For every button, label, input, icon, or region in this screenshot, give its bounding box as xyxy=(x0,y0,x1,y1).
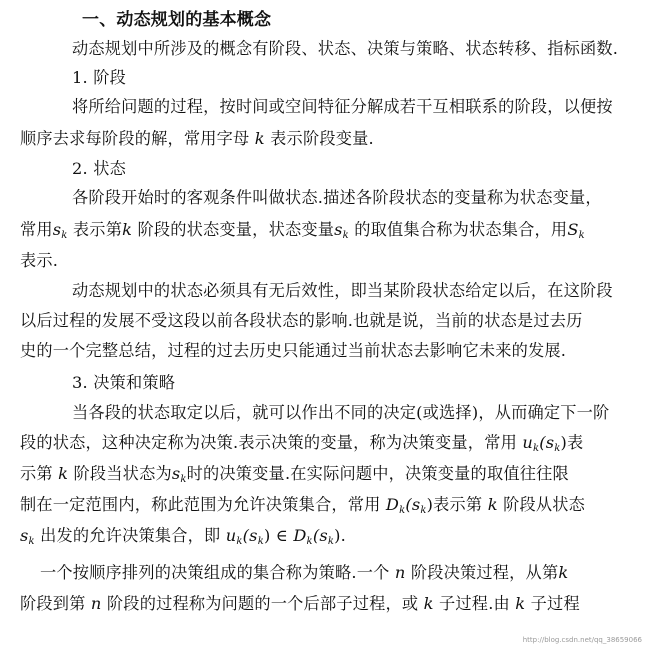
stage-line-1: 将所给问题的过程，按时间或空间特征分解成若干互相联系的阶段，以便按 xyxy=(72,97,613,116)
state-paragraph-2-line-3: 史的一个完整总结，过程的过去历史只能通过当前状态去影响它未来的发展. xyxy=(20,341,567,360)
state-line-2: 常用$s_k$ 表示第k 阶段的状态变量，状态变量$s_k$ 的取值集合称为状态集合，用$S_k$ xyxy=(20,220,585,241)
state-line-3: 表示. xyxy=(20,251,59,270)
strategy-line-2: 阶段到第 n 阶段的过程称为问题的一个后部子过程，或 k 子过程.由 k 子过程 xyxy=(20,594,580,613)
decision-line-1: 当各段的状态取定以后，就可以作出不同的决定(或选择)，从而确定下一阶 xyxy=(72,403,610,422)
state-paragraph-2-line-1: 动态规划中的状态必须具有无后效性，即当某阶段状态给定以后，在这阶段 xyxy=(72,281,613,300)
strategy-line-1: 一个按顺序排列的决策组成的集合称为策略.一个 n 阶段决策过程，从第k xyxy=(40,563,569,582)
state-line-1: 各阶段开始时的客观条件叫做状态.描述各阶段状态的变量称为状态变量， xyxy=(72,188,602,207)
heading-stage: 1. 阶段 xyxy=(72,68,126,87)
decision-line-3: 示第 k 阶段当状态为$s_k$时的决策变量.在实际问题中，决策变量的取值往往限 xyxy=(20,464,569,485)
heading-decision: 3. 决策和策略 xyxy=(72,373,176,392)
stage-line-2: 顺序去求每阶段的解，常用字母 k 表示阶段变量. xyxy=(20,129,374,148)
decision-line-2: 段的状态，这种决定称为决策.表示决策的变量，称为决策变量，常用 $u_k(s_k)$表 xyxy=(20,433,584,454)
section-title: 一、动态规划的基本概念 xyxy=(82,10,272,30)
decision-line-5: $s_k$ 出发的允许决策集合，即 $u_k(s_k)$ ∈ $D_k(s_k)$. xyxy=(20,526,346,547)
watermark-url: http://blog.csdn.net/qq_38659066 xyxy=(522,636,642,644)
heading-state: 2. 状态 xyxy=(72,159,126,178)
state-paragraph-2-line-2: 以后过程的发展不受这段以前各段状态的影响.也就是说，当前的状态是过去历 xyxy=(20,311,583,330)
intro-line: 动态规划中所涉及的概念有阶段、状态、决策与策略、状态转移、指标函数. xyxy=(72,39,619,58)
decision-line-4: 制在一定范围内，称此范围为允许决策集合，常用 $D_k(s_k)$表示第 k 阶段从状态 xyxy=(20,495,585,516)
